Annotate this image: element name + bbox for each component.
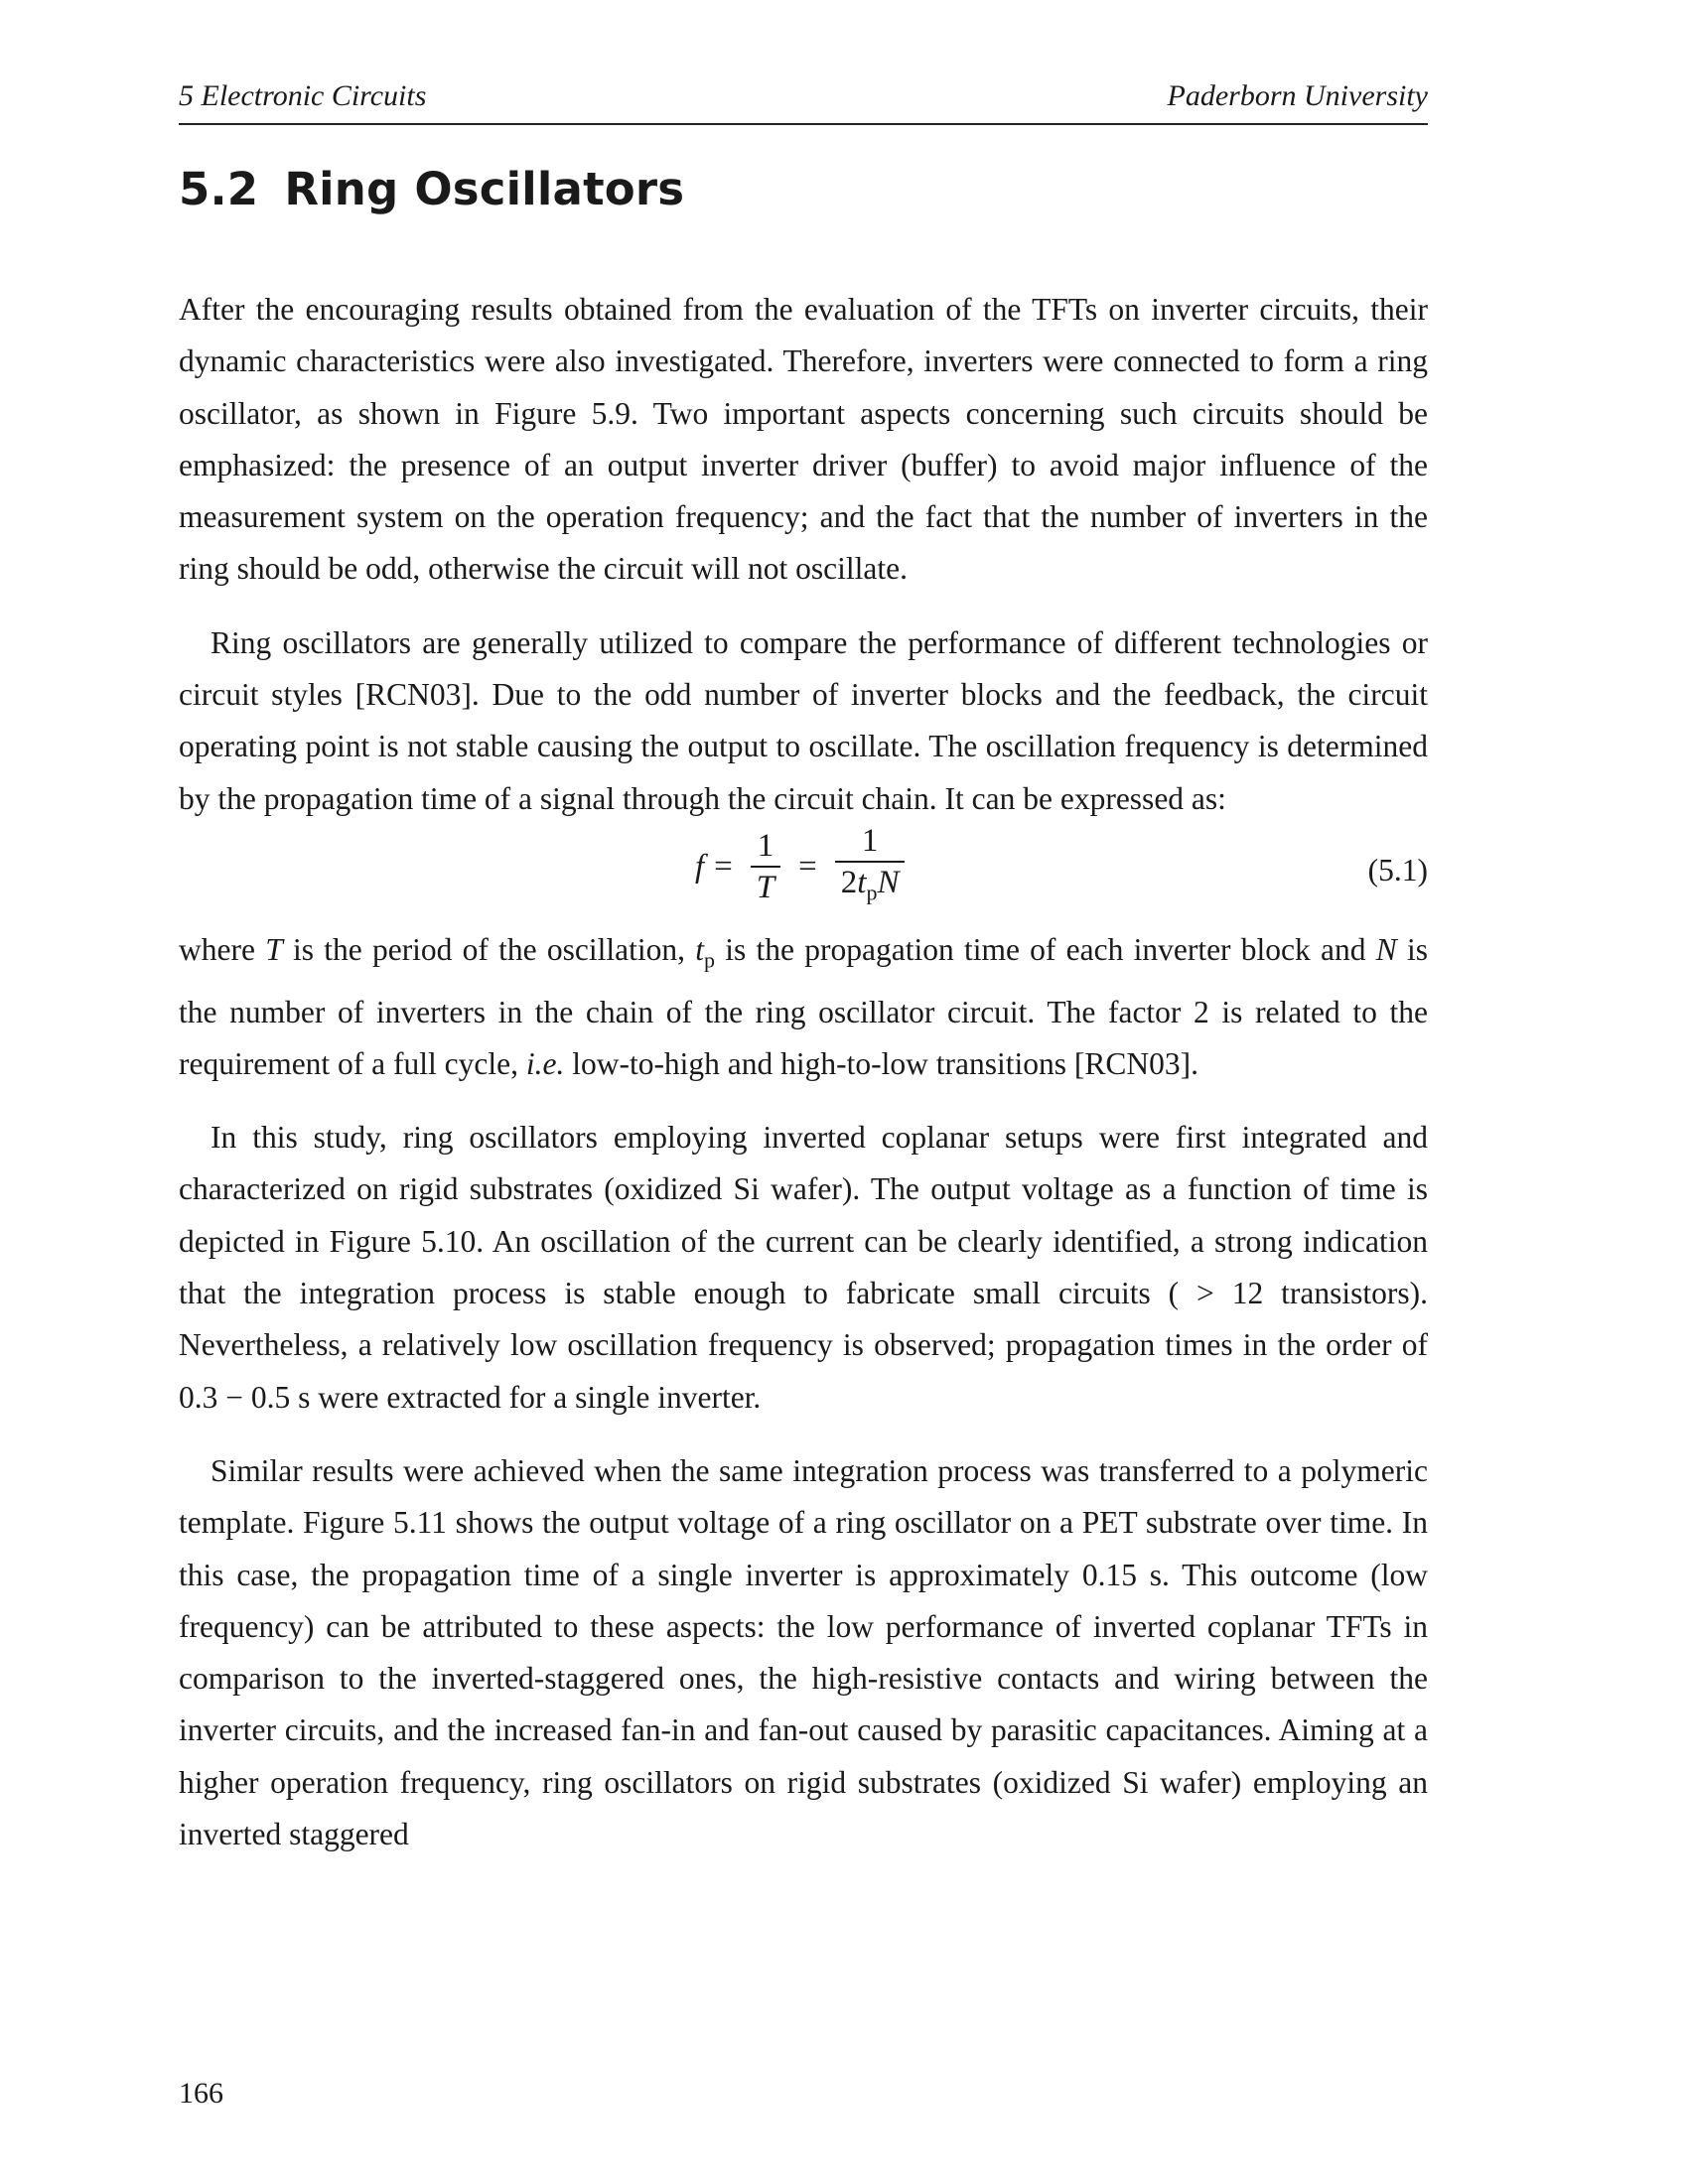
eq-frac2-sub: p xyxy=(866,880,878,905)
eq-frac2-n: N xyxy=(877,864,900,900)
equation-body xyxy=(695,821,913,913)
running-header xyxy=(179,75,1428,125)
section-heading xyxy=(179,163,684,215)
p3-var-t: t xyxy=(695,931,705,967)
paragraph-4: In this study, ring oscillators employing inverted coplanar setups were first integrated and characterized on rigid substrates (oxidized Si wafer). The output voltage as a function of time is depicted in Figure 5.10. An oscillation of the current can be clearly identified, a strong indication that the integration process is stable enough to fabricate small circuits ( > 12 transistors). Nevertheless, a relatively low oscillation frequency is observed; propagation times in the order of 0.3 − 0.5 s were extracted for a single inverter. xyxy=(179,1120,1428,1415)
eq-frac1-numerator: 1 xyxy=(757,828,774,865)
paragraph-1: After the encouraging results obtained from the evaluation of the TFTs on inverter circuits, their dynamic characteristics were also investigated. Therefore, inverters were connected to form a ring oscillator, as shown in Figure 5.9. Two important aspects concerning such circuits should be emphasized: the presence of an output inverter driver (buffer) to avoid major influence of the measurement system on the operation frequency; and the fact that the number of inverters in the ring should be odd, otherwise the circuit will not oscillate. xyxy=(179,292,1428,587)
paragraph-3 xyxy=(179,924,1428,1090)
section-title-text: Ring Oscillators xyxy=(284,163,685,215)
p3-var-T: T xyxy=(265,931,283,967)
header-chapter: 5 Electronic Circuits xyxy=(179,79,427,112)
section-number: 5.2 xyxy=(179,163,259,215)
p3-var-t-sub: p xyxy=(704,947,716,973)
p3-text-4: is the number of inverters in the chain of the ring oscillator circuit. The factor 2 is related to the requirement of a full cycle, xyxy=(179,931,1429,1081)
eq-equals-1: = xyxy=(714,849,733,886)
p3-text-5: low-to-high and high-to-low transitions [RCN03]. xyxy=(564,1045,1199,1081)
eq-frac2-denominator xyxy=(835,861,906,913)
p3-text-2: is the period of the oscillation, xyxy=(282,931,696,967)
p3-text-1: where xyxy=(179,931,266,967)
paragraph-5: Similar results were achieved when the same integration process was transferred to a polymeric template. Figure 5.11 shows the output voltage of a ring oscillator on a PET substrate over time. In this case, the propagation time of a single inverter is approximately 0.15 s. This outcome (low frequency) can be attributed to these aspects: the low performance of inverted coplanar TFTs in comparison to the inverted-staggered ones, the high-resistive contacts and wiring between the inverter circuits, and the increased fan-in and fan-out caused by parasitic capacitances. Aiming at a higher operation frequency, ring oscillators on rigid substrates (oxidized Si wafer) employing an inverted staggered xyxy=(179,1452,1428,1852)
header-institution: Paderborn University xyxy=(1167,79,1428,112)
eq-frac2-numerator: 1 xyxy=(861,822,879,859)
eq-fraction-1 xyxy=(751,826,780,907)
eq-equals-2: = xyxy=(798,849,817,886)
p3-text-3: is the propagation time of each inverter block and xyxy=(715,931,1376,967)
page-number: 166 xyxy=(179,2077,223,2110)
eq-fraction-2 xyxy=(835,821,906,913)
eq-frac2-t: t xyxy=(857,864,867,900)
equation-label: (5.1) xyxy=(1367,852,1428,887)
equation-5-1 xyxy=(179,819,1428,922)
eq-frac2-coef: 2 xyxy=(840,864,858,900)
body-text xyxy=(179,284,1428,1860)
p3-ie: i.e. xyxy=(525,1045,565,1081)
p3-var-N: N xyxy=(1375,931,1397,967)
eq-frac1-denominator: T xyxy=(751,866,780,907)
eq-lhs: f xyxy=(695,849,705,886)
paragraph-2: Ring oscillators are generally utilized to compare the performance of different technologies or circuit styles [RCN03]. Due to the odd number of inverter blocks and the feedback, the circuit operating point is not stable causing the output to oscillate. The oscillation frequency is determined by the propagation time of a signal through the circuit chain. It can be expressed as: xyxy=(179,624,1428,816)
